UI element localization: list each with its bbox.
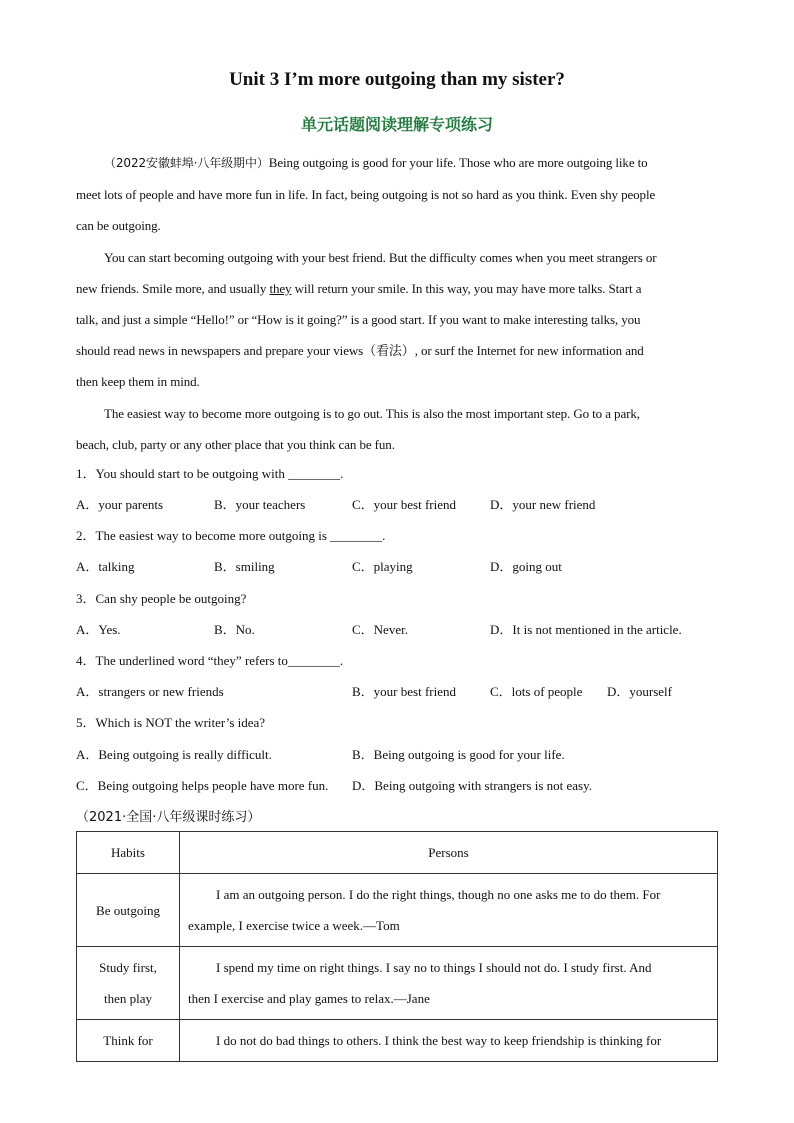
passage-p2-line: then keep them in mind. xyxy=(76,374,200,390)
question-1-stem: 1．You should start to be outgoing with ________. xyxy=(76,466,344,481)
table-row xyxy=(77,1020,718,1062)
habit-text: Think for xyxy=(103,1033,153,1048)
underlined-word-they: they xyxy=(269,280,292,296)
table-row xyxy=(77,874,718,947)
passage-p1-line: Being outgoing is good for your life. Those who are more outgoing like to xyxy=(268,155,648,170)
section-2-source: （2021·全国·八年级课时练习） xyxy=(76,810,261,825)
passage-p2-line: talk, and just a simple “Hello!” or “How is it going?” is a good start. If you want to make interesting talks, you xyxy=(76,312,641,328)
q4-option-b[interactable]: B．your best friend xyxy=(352,684,456,699)
habit-cell xyxy=(77,874,180,947)
passage-source: （2022安徽蚌埠·八年级期中） xyxy=(104,156,269,170)
q2-option-a[interactable]: A．talking xyxy=(76,559,135,574)
q1-option-d[interactable]: D．your new friend xyxy=(490,497,596,512)
q4-option-d[interactable]: D．yourself xyxy=(607,684,672,699)
persons-cell xyxy=(180,947,718,1020)
passage-p2-line: will return your smile. In this way, you may have more talks. Start a xyxy=(291,280,642,296)
q5-option-a[interactable]: A．Being outgoing is really difficult. xyxy=(76,747,272,762)
q1-option-b[interactable]: B．your teachers xyxy=(214,497,306,512)
question-2-stem: 2．The easiest way to become more outgoing is ________. xyxy=(76,528,386,543)
page-title: Unit 3 I’m more outgoing than my sister? xyxy=(229,69,565,90)
persons-text: I do not do bad things to others. I think the best way to keep friendship is thinking for xyxy=(216,1033,662,1048)
q5-option-b[interactable]: B．Being outgoing is good for your life. xyxy=(352,747,565,762)
passage-p1-line: meet lots of people and have more fun in life. In fact, being outgoing is not so hard as you think. Even shy people xyxy=(76,187,656,203)
reading-passage xyxy=(76,147,716,460)
habits-table xyxy=(76,831,718,1062)
q1-option-a[interactable]: A．your parents xyxy=(76,497,164,512)
q4-option-c[interactable]: C．lots of people xyxy=(490,684,583,699)
q3-option-a[interactable]: A．Yes. xyxy=(76,622,121,637)
persons-cell xyxy=(180,874,718,947)
habit-cell xyxy=(77,1020,180,1062)
persons-cell xyxy=(180,1020,718,1062)
q2-option-d[interactable]: D．going out xyxy=(490,559,562,574)
persons-text: example, I exercise twice a week.—Tom xyxy=(188,918,400,933)
persons-text: then I exercise and play games to relax.—Jane xyxy=(188,991,430,1006)
table-header-row xyxy=(77,832,718,874)
habit-text: Study first, xyxy=(99,960,157,975)
passage-p3-line: beach, club, party or any other place that you think can be fun. xyxy=(76,436,395,452)
passage-p2-line: new friends. Smile more, and usually xyxy=(76,280,270,296)
table-header-habits: Habits xyxy=(77,832,180,874)
passage-p1-line: can be outgoing. xyxy=(76,218,161,234)
habit-cell xyxy=(77,947,180,1020)
passage-p3-line: The easiest way to become more outgoing is to go out. This is also the most important step. Go to a park, xyxy=(104,405,640,421)
persons-text: I am an outgoing person. I do the right things, though no one asks me to do them. For xyxy=(216,887,661,902)
passage-p2-line: You can start becoming outgoing with your best friend. But the difficulty comes when you meet strangers or xyxy=(104,249,657,265)
passage-paragraph-1 xyxy=(76,147,716,242)
q3-option-d[interactable]: D．It is not mentioned in the article. xyxy=(490,622,682,637)
question-3-stem: 3．Can shy people be outgoing? xyxy=(76,591,247,606)
q1-option-c[interactable]: C．your best friend xyxy=(352,497,456,512)
habit-text: then play xyxy=(103,991,152,1006)
passage-paragraph-2 xyxy=(76,242,716,398)
q5-option-c[interactable]: C．Being outgoing helps people have more fun. xyxy=(76,778,329,793)
q2-option-c[interactable]: C．playing xyxy=(352,559,413,574)
q2-option-b[interactable]: B．smiling xyxy=(214,559,275,574)
q5-option-d[interactable]: D．Being outgoing with strangers is not easy. xyxy=(352,778,592,793)
q4-option-a[interactable]: A．strangers or new friends xyxy=(76,684,224,699)
page-subtitle: 单元话题阅读理解专项练习 xyxy=(300,115,493,134)
persons-text: I spend my time on right things. I say no to things I should not do. I study first. And xyxy=(216,960,652,975)
question-5-stem: 5．Which is NOT the writer’s idea? xyxy=(76,715,266,730)
table-row xyxy=(77,947,718,1020)
q3-option-b[interactable]: B．No. xyxy=(214,622,255,637)
habit-text: Be outgoing xyxy=(96,902,160,918)
q3-option-c[interactable]: C．Never. xyxy=(352,622,408,637)
question-4-stem: 4．The underlined word “they” refers to________. xyxy=(76,653,344,668)
passage-p2-line: should read news in newspapers and prepare your views（看法）, or surf the Internet for new information and xyxy=(76,343,644,359)
table-header-persons: Persons xyxy=(180,832,718,874)
passage-paragraph-3 xyxy=(76,398,716,460)
